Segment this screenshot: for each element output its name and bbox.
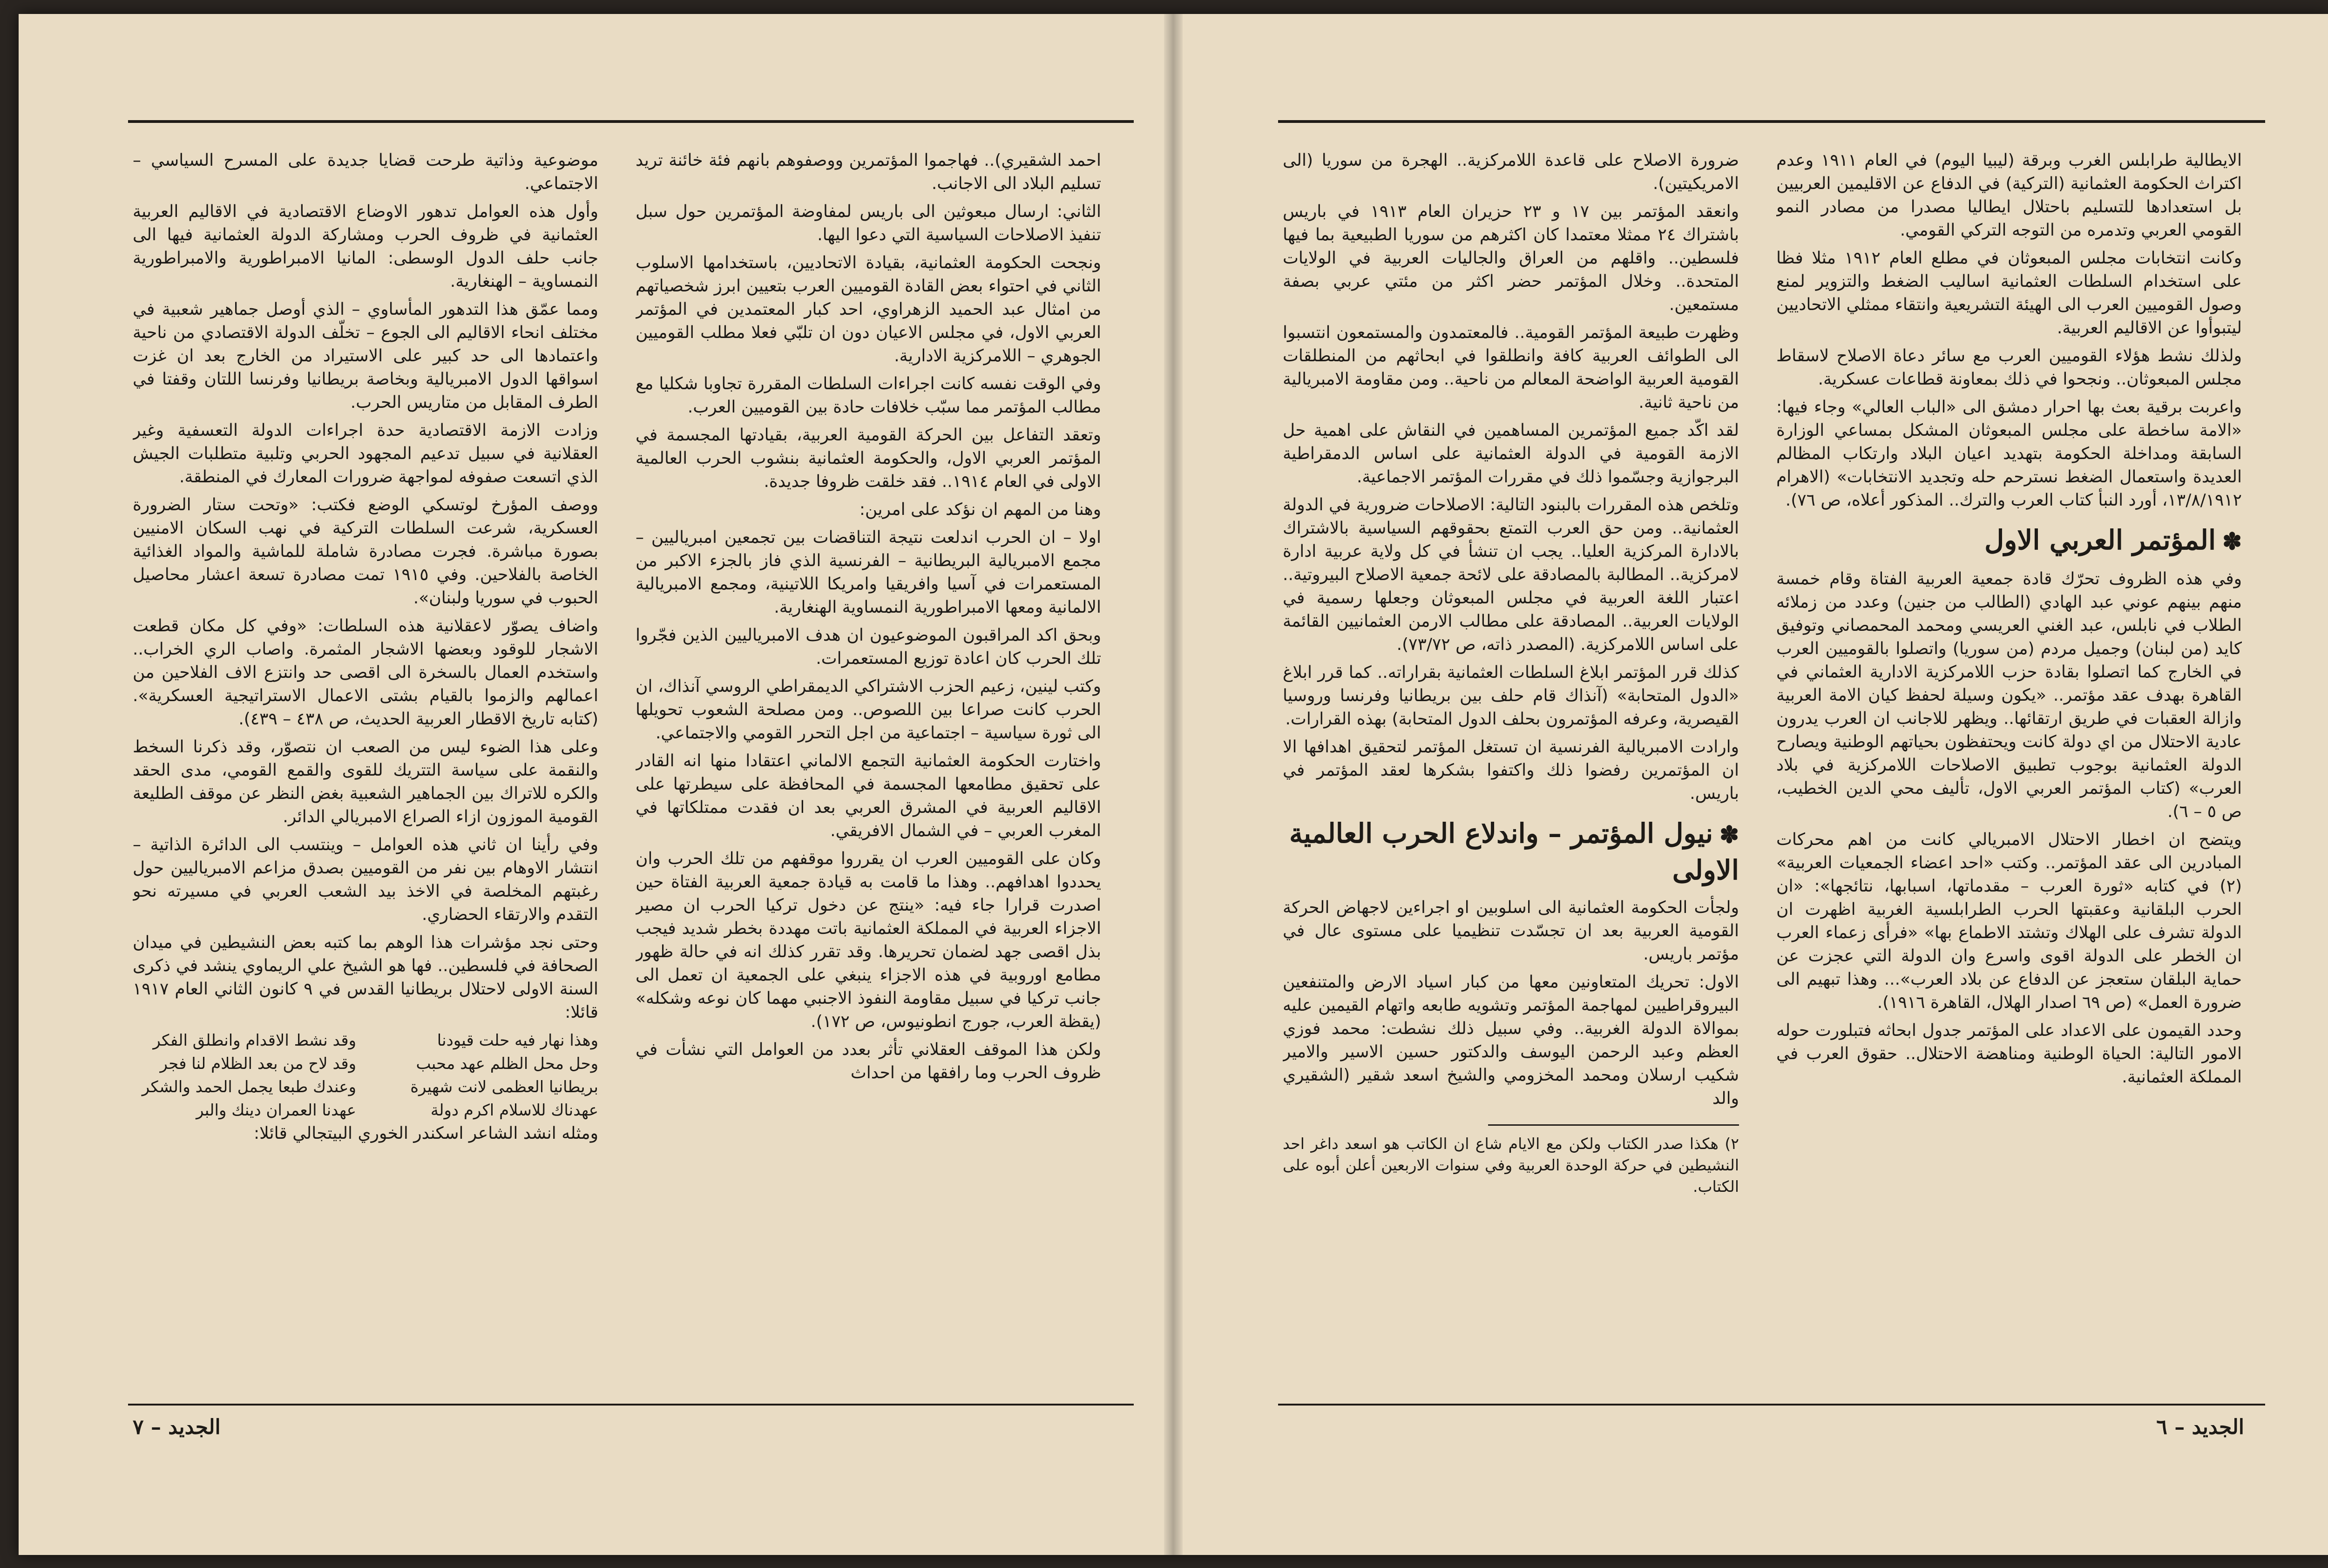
paragraph: اولا – ان الحرب اندلعت نتيجة التناقضات بين تجمعين امبرياليين – مجمع الامبريالية البريطانية – الفرنسية الذي فاز بالجزء الاكبر من المستعمرات في آسيا وافريقيا وامريكا اللاتينية، ومجمع الامبريالية الالمانية ومعها الامبراطورية النمساوية الهنغارية. <box>636 528 1101 617</box>
paragraph: وعلى هذا الضوء ليس من الصعب ان نتصوّر، وقد ذكرنا السخط والنقمة على سياسة التتريك للقوى والقمع القومي، مدى الحقد والكره للاتراك بين الجماهير الشعبية بغض النظر عن موقف الطليعة القومية الموزون ازاء الصراع الامبريالي الدائر. <box>133 737 598 826</box>
page-footer: الجديد – ٧ <box>133 1415 221 1439</box>
paragraph: ولذلك نشط هؤلاء القوميين العرب مع سائر دعاة الاصلاح لاسقاط مجلس المبعوثان.. ونجحوا في ذلك بمعاونة قطاعات عسكرية. <box>1776 346 2242 389</box>
footnote-rule <box>1488 1124 1739 1126</box>
poem-verse: وقد نشط الاقدام وانطلق الفكر <box>153 1031 356 1050</box>
right-inner-column <box>1283 149 1739 1369</box>
section-heading <box>1283 816 1739 888</box>
paragraph: واضاف يصوّر لاعقلانية هذه السلطات: «وفي كل مكان قطعت الاشجار للوقود وبعضها الاشجار المثمرة. واصاب الري الخراب.. واستخدم العمال بالسخرة الى اقصى حد وانتزع الاف الفلاحين من اعمالهم والزموا بالقيام بشتى الاعمال الاستراتيجية العسكرية». (كتابه تاريخ الاقطار العربية الحديث، ص ٤٣٨ – ٤٣٩). <box>133 616 598 729</box>
paragraph: وحتى نجد مؤشرات هذا الوهم بما كتبه بعض النشيطين في ميدان الصحافة في فلسطين.. فها هو الشيخ علي الريماوي ينشد في ذكرى السنة الاولى لاحتلال بريطانيا القدس في ٩ كانون الثاني العام ١٩١٧ قائلا: <box>133 933 598 1022</box>
left-inner-column <box>636 149 1101 1369</box>
top-rule <box>128 120 1134 123</box>
paragraph: وفي الوقت نفسه كانت اجراءات السلطات المقررة تجاوبا شكليا مع مطالب المؤتمر مما سبّب خلافات حادة بين القوميين العرب. <box>636 374 1101 417</box>
paragraph: وأول هذه العوامل تدهور الاوضاع الاقتصادية في الاقاليم العربية العثمانية في ظروف الحرب ومشاركة الدولة العثمانية فيها الى جانب حلف الدول الوسطى: المانيا الامبراطورية والامبراطورية النمساوية – الهنغارية. <box>133 202 598 291</box>
paragraph: وكانت انتخابات مجلس المبعوثان في مطلع العام ١٩١٢ مثلا فظا على استخدام السلطات العثمانية اساليب الضغط والتزوير لمنع وصول القوميين العرب الى الهيئة التشريعية وانتقاء ممثلي الاتحاديين ليتبوأوا عن الاقاليم العربية. <box>1776 249 2242 338</box>
paragraph: ووصف المؤرخ لوتسكي الوضع فكتب: «وتحت ستار الضرورة العسكرية، شرعت السلطات التركية في نهب السكان الامنيين بصورة مباشرة. فجرت مصادرة شاملة للماشية والمواد الغذائية الخاصة بالفلاحين. وفي ١٩١٥ تمت مصادرة تسعة اعشار محاصيل الحبوب في سوريا ولبنان». <box>133 495 598 608</box>
paragraph: ومما عمّق هذا التدهور المأساوي – الذي أوصل جماهير شعبية في مختلف انحاء الاقاليم الى الجوع – تخلّف الدولة الاقتصادي من ناحية واعتمادها الى حد كبير على الاستيراد من الخارج بعد ان غزت اسواقها الدول الامبريالية وبخاصة بريطانيا وفرنسا اللتان وقفتا في الطرف المقابل من متاريس الحرب. <box>133 300 598 412</box>
paragraph: وتعقد التفاعل بين الحركة القومية العربية، بقيادتها المجسمة في المؤتمر العربي الاول، والحكومة العثمانية بنشوب الحرب العالمية الاولى في العام ١٩١٤.. فقد خلقت ظروفا جديدة. <box>636 426 1101 491</box>
paragraph: ويتضح ان اخطار الاحتلال الامبريالي كانت من اهم محركات المبادرين الى عقد المؤتمر.. وكتب «احد اعضاء الجمعيات العربية» (٢) في كتابه «ثورة العرب – مقدماتها، اسبابها، نتائجها»: «ان الحرب البلقانية وعقبتها الحرب الطرابلسية الغربية اظهرت ان الدولة تشرف على الهلاك وتشتد الاطماع بها» «فرأى زعماء العرب ان الخطر على الدولة اقوى واسرع وان الدولة التي عجزت عن حماية البلقان ستعجز عن الدفاع عن بلاد العرب»... وهذا تبهيم الى ضرورة العمل» (ص ٦٩ اصدار الهلال، القاهرة ١٩١٦). <box>1776 830 2242 1012</box>
footnote: ٢) هكذا صدر الكتاب ولكن مع الايام شاع ان الكاتب هو اسعد داغر احد النشيطين في حركة الوحدة العربية وفي سنوات الاربعين أعلن أبوه على الكتاب. <box>1283 1135 1739 1196</box>
heading-text: نيول المؤتمر – واندلاع الحرب العالمية الاولى <box>1289 818 1739 886</box>
paragraph: وبحق اكد المراقبون الموضوعيون ان هدف الامبرياليين الذين فجّروا تلك الحرب كان اعادة توزيع المستعمرات. <box>636 626 1101 668</box>
paragraph: وهنا من المهم ان نؤكد على امرين: <box>859 500 1101 519</box>
poem <box>133 1029 598 1122</box>
paragraph: احمد الشقيري).. فهاجموا المؤتمرين ووصفوهم بانهم فئة خائنة تريد تسليم البلاد الى الاجانب. <box>636 151 1101 193</box>
paragraph: وظهرت طبيعة المؤتمر القومية.. فالمعتمدون والمستمعون انتسبوا الى الطوائف العربية كافة وانطلقوا في ابحاثهم من المنطلقات القومية العربية الواضحة المعالم من ناحية.. ومن مقاومة الامبريالية من ناحية ثانية. <box>1283 323 1739 412</box>
paragraph: وكان على القوميين العرب ان يقرروا موقفهم من تلك الحرب وان يحددوا اهدافهم.. وهذا ما قامت به قيادة جمعية العربية الفتاة حين اصدرت قرارا جاء فيه: «ينتج عن دخول تركيا الحرب ان مصير الاجزاء العربية في المملكة العثمانية باتت مهددة بخطر شديد فيجب بذل اقصى جهد لضمان تحريرها. وقد تقرر كذلك انه في حالة ظهور مطامع اوروبية في هذه الاجزاء ينبغي على الجمعية ان تعمل الى جانب تركيا في سبيل مقاومة النفوذ الاجنبي مهما كان نوعه وشكله» (يقظة العرب، جورج انطونيوس، ص ١٧٢). <box>636 849 1101 1031</box>
paragraph: الايطالية طرابلس الغرب وبرقة (ليبيا اليوم) في العام ١٩١١ وعدم اكتراث الحكومة العثمانية (التركية) في الدفاع عن الاقليمين العربيين بل استعدادها للتسليم باحتلال ايطاليا مصدرا من مصادر النمو القومي العربي وتدمره من التوجه التركي القومي. <box>1776 151 2242 240</box>
paragraph: كذلك قرر المؤتمر ابلاغ السلطات العثمانية بقراراته.. كما قرر ابلاغ «الدول المتحابة» (آنذاك قام حلف بين بريطانيا وفرنسا وروسيا القيصرية، وعرفه المؤتمرون بحلف الدول المتحابة) بهذه القرارات. <box>1283 663 1739 729</box>
poem-verse: وقد لاح من بعد الظلام لنا فجر <box>160 1054 356 1073</box>
poem-verse: عهدنا العمران دينك والبر <box>196 1101 356 1120</box>
paragraph: ومثله انشد الشاعر اسكندر الخوري البيتجالي قائلا: <box>254 1124 598 1143</box>
bottom-rule <box>128 1404 1134 1406</box>
paragraph: وفي هذه الظروف تحرّك قادة جمعية العربية الفتاة وقام خمسة منهم بينهم عوني عبد الهادي (الطالب من جنين) وعدد من زملائه الطلاب في نابلس، عبد الغني العريسي ومحمد المحمصاني وتوفيق كايد (من لبنان) وجميل مردم (من سوريا) واتصلوا بالقوميين العرب في الخارج كما اتصلوا بقادة حزب اللامركزية الادارية العثماني في القاهرة بهدف عقد مؤتمر.. «يكون وسيلة لحفظ كيان الامة العربية وازالة العقبات في طريق ارتقائها.. ويظهر للاجانب ان العرب يدرون عادية الاحتلال من اي دولة كانت ويحتفظون بحياتهم الوطنية ويصارح الدولة العثمانية بوجوب تطبيق الاصلاحات اللامركزية في بلاد العرب» (كتاب المؤتمر العربي الاول، تأليف محي الدين الخطيب، ص ٥ – ٦). <box>1776 569 2242 821</box>
left-outer-column <box>133 149 598 1369</box>
magazine-spread <box>19 14 2328 1555</box>
paragraph: واعربت برقية بعث بها احرار دمشق الى «الباب العالي» وجاء فيها: «الامة ساخطة على مجلس المبعوثان المشكل بمساعي الوزارة السابقة ومداخلة الحكومة بتهديد اعيان البلاد وارتكاب المظالم العديدة واستعمال الضغط نسترحم حله وتجديد الانتخابات» (الاهرام ١٣/٨/١٩١٢، أورد النبأ كتاب العرب والترك.. المذكور أعلاه، ص ٧٦). <box>1776 398 2242 510</box>
paragraph: لقد اكّد جميع المؤتمرين المساهمين في النقاش على اهمية حل الازمة القومية في الدولة العثمانية على اساس الدمقراطية البرجوازية وجسّموا ذلك في مقررات المؤتمر الاجماعية. <box>1283 421 1739 487</box>
poem-verse: بريطانيا العظمى لانت شهيرة <box>410 1078 598 1096</box>
section-heading <box>1776 522 2242 559</box>
asterisk-icon: ✽ <box>2222 527 2242 555</box>
paragraph: وكتب لينين، زعيم الحزب الاشتراكي الديمقراطي الروسي آنذاك، ان الحرب كانت صراعا بين اللصوص.. ومن مصلحة الشعوب تحويلها الى ثورة سياسية – اجتماعية من اجل التحرر القومي والاجتماعي. <box>636 677 1101 743</box>
paragraph: ولجأت الحكومة العثمانية الى اسلوبين او اجراءين لاجهاض الحركة القومية العربية بعد ان تجسّدت تنظيميا على مستوى عال في مؤتمر باريس. <box>1283 898 1739 964</box>
paragraph: موضوعية وذاتية طرحت قضايا جديدة على المسرح السياسي – الاجتماعي. <box>133 151 598 193</box>
paragraph: وزادت الازمة الاقتصادية حدة اجراءات الدولة التعسفية وغير العقلانية في سبيل تدعيم المجهود الحربي وتلبية متطلبات الجيش الذي اتسعت صفوفه لمواجهة ضرورات المعارك في المنطقة. <box>133 421 598 487</box>
paragraph: واختارت الحكومة العثمانية التجمع الالماني اعتقادا منها انه القادر على تحقيق مطامعها المجسمة في المحافظة على سيطرتها على الاقاليم العربية في المشرق العربي بعد ان فقدت ممتلكاتها في المغرب العربي – في الشمال الافريقي. <box>636 751 1101 840</box>
paragraph: وانعقد المؤتمر بين ١٧ و ٢٣ حزيران العام ١٩١٣ في باريس باشتراك ٢٤ ممثلا معتمدا كان اكثرهم من سوريا الطبيعية بما فيها فلسطين.. واقلهم من العراق والجاليات العربية في الولايات المتحدة.. وخلال المؤتمر حضر اكثر من مئتي عربي بصفة مستمعين. <box>1283 202 1739 314</box>
paragraph: ضرورة الاصلاح على قاعدة اللامركزية.. الهجرة من سوريا (الى الامريكيتين). <box>1283 151 1739 193</box>
paragraph: وحدد القيمون على الاعداد على المؤتمر جدول ابحاثه فتبلورت حوله الامور التالية: الحياة الوطنية ومناهضة الاحتلال.. حقوق العرب في المملكة العثمانية. <box>1776 1021 2242 1087</box>
paragraph: وفي رأينا ان ثاني هذه العوامل – وينتسب الى الدائرة الذاتية – انتشار الاوهام بين نفر من القوميين بصدق مزاعم الامبرياليين حول رغبتهم المخلصة في الاخذ بيد الشعب العربي في مسيرته نحو التقدم والارتقاء الحضاري. <box>133 835 598 924</box>
paragraph: وتلخص هذه المقررات بالبنود التالية: الاصلاحات ضرورية في الدولة العثمانية.. ومن حق العرب التمتع بحقوقهم السياسية بالاشتراك بالادارة المركزية العليا.. يجب ان تنشأ في كل ولاية عربية ادارة لامركزية.. المطالبة بالمصادقة على لائحة جمعية الاصلاح البيروتية.. اعتبار اللغة العربية في مجلس المبعوثان وجعلها رسمية في الولايات العربية.. المصادقة على مطالب الارمن العثمانيين القائمة على اساس اللامركزية. (المصدر ذاته، ص ٧٣/٧٢). <box>1283 495 1739 654</box>
heading-text: المؤتمر العربي الاول <box>1984 524 2216 556</box>
paragraph: ونجحت الحكومة العثمانية، بقيادة الاتحاديين، باستخدامها الاسلوب الثاني في احتواء بعض القادة القوميين العرب بتعيين ابرز شخصياتهم من امثال عبد الحميد الزهراوي، احد كبار المعتمدين في المؤتمر العربي الاول، في مجلس الاعيان دون ان تلبّي فعلا مطلب القوميين الجوهري – اللامركزية الادارية. <box>636 253 1101 365</box>
asterisk-icon: ✽ <box>1719 821 1739 848</box>
poem-verse: وحل محل الظلم عهد محبب <box>416 1054 598 1073</box>
paragraph: الاول: تحريك المتعاونين معها من كبار اسياد الارض والمتنفعين البيروقراطيين لمهاجمة المؤتمر وتشويه طابعه واتهام القيمين عليه بموالاة الدولة الغربية.. وفي سبيل ذلك نشطت: محمد فوزي العظم وعبد الرحمن اليوسف والدكتور حسين الاسير والامير شكيب ارسلان ومحمد المخزومي والشيخ اسعد شقير (الشقيري والد <box>1283 973 1739 1108</box>
bottom-rule <box>1278 1404 2265 1406</box>
paragraph: ولكن هذا الموقف العقلاني تأثر بعدد من العوامل التي نشأت في ظروف الحرب وما رافقها من احداث <box>636 1040 1101 1082</box>
right-page <box>1173 14 2328 1555</box>
poem-verse: وهذا نهار فيه حلت قيودنا <box>437 1031 598 1050</box>
right-outer-column <box>1776 149 2242 1369</box>
left-page <box>19 14 1173 1555</box>
top-rule <box>1278 120 2265 123</box>
poem-verse: عهدناك للاسلام اكرم دولة <box>430 1101 598 1120</box>
poem-verse: وعندك طبعا يجمل الحمد والشكر <box>142 1078 356 1096</box>
paragraph: الثاني: ارسال مبعوثين الى باريس لمفاوضة المؤتمرين حول سبل تنفيذ الاصلاحات السياسية التي دعوا اليها. <box>636 202 1101 244</box>
page-footer: الجديد – ٦ <box>2156 1415 2244 1439</box>
paragraph: وارادت الامبريالية الفرنسية ان تستغل المؤتمر لتحقيق اهدافها الا ان المؤتمرين رفضوا ذلك واكتفوا بشكرها لعقد المؤتمر في باريس. <box>1283 737 1739 803</box>
